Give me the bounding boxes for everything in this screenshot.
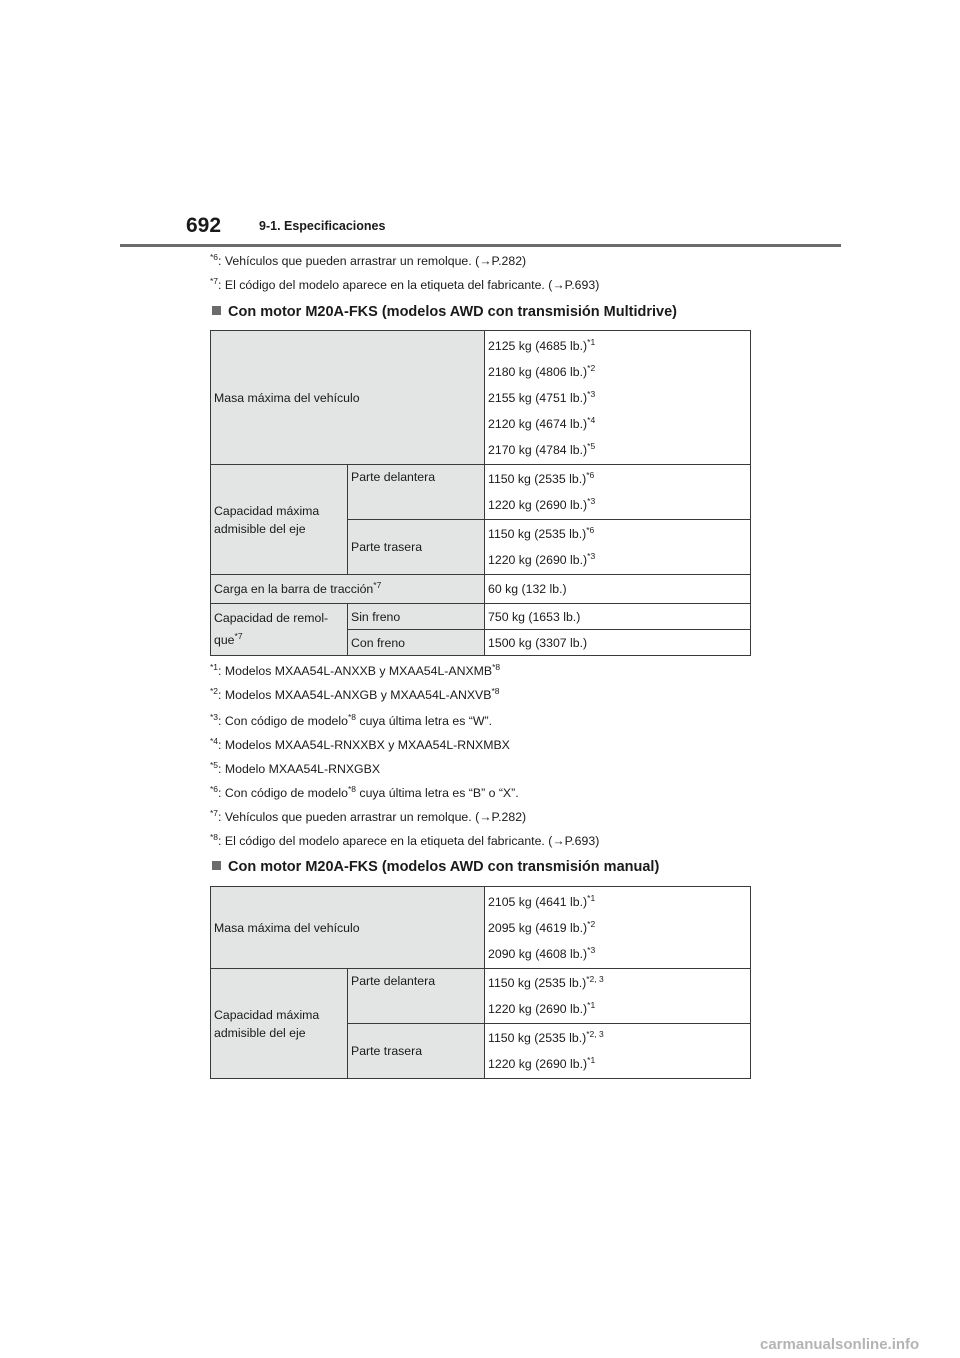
section-title: 9-1. Especificaciones	[259, 219, 386, 233]
square-bullet-icon	[212, 861, 221, 870]
no-brake-value: 750 kg (1653 lb.)	[485, 604, 751, 630]
front-axle-label: Parte delantera	[348, 969, 485, 1024]
footnote-4: $^{*4}$: Modelos MXAA54L-RNXXBX y MXAA54L-RNXMBX	[210, 736, 510, 752]
front-axle-values: 1150 kg (2535 lb.)$^{*2, 3}$ 1220 kg (2690 lb.)$^{*1}$	[485, 969, 751, 1024]
footnote-1: $^{*1}$: Modelos MXAA54L-ANXXB y MXAA54L-ANXMB$^{*8}$	[210, 662, 501, 678]
footnote-8: $^{*8}$: El código del modelo aparece en la etiqueta del fabricante. (→P.693)	[210, 832, 600, 848]
footnote-6-top: $^{*6}$: Vehículos que pueden arrastrar un remolque. (→P.282)	[210, 252, 527, 268]
trailer-capacity-label: Capacidad de remol- que$^{*7}$	[211, 604, 348, 656]
axle-capacity-label: Capacidad máxima admisible del eje	[211, 969, 348, 1079]
page-link[interactable]: P.282	[491, 254, 523, 268]
footnote-3: $^{*3}$: Con código de modelo$^{*8}$ cuya última letra es “W”.	[210, 712, 492, 728]
header-rule	[120, 244, 841, 247]
rear-axle-values: 1150 kg (2535 lb.)$^{*6}$ 1220 kg (2690 lb.)$^{*3}$	[485, 520, 751, 575]
rear-axle-values: 1150 kg (2535 lb.)$^{*2, 3}$ 1220 kg (2690 lb.)$^{*1}$	[485, 1024, 751, 1079]
max-mass-values: 2125 kg (4685 lb.)$^{*1}$ 2180 kg (4806 lb.)$^{*2}$ 2155 kg (4751 lb.)$^{*3}$ 2120 kg (4674 lb.)$^{*4}$ 2170 kg (4784 lb.)$^{*5}$	[485, 331, 751, 465]
section-heading-multidrive: Con motor M20A-FKS (modelos AWD con transmisión Multidrive)	[212, 304, 677, 320]
watermark: carmanualsonline.info	[760, 1336, 920, 1353]
page-link[interactable]: P.693	[564, 834, 596, 848]
brake-label: Con freno	[348, 630, 485, 656]
table-row	[211, 465, 751, 520]
spec-table-manual	[210, 886, 751, 1079]
table-row	[211, 331, 751, 465]
front-axle-label: Parte delantera	[348, 465, 485, 520]
section-heading-manual: Con motor M20A-FKS (modelos AWD con transmisión manual)	[212, 859, 659, 875]
table-row	[211, 575, 751, 604]
rear-axle-label: Parte trasera	[348, 520, 485, 575]
spec-table-multidrive	[210, 330, 751, 656]
front-axle-values: 1150 kg (2535 lb.)$^{*6}$ 1220 kg (2690 lb.)$^{*3}$	[485, 465, 751, 520]
max-mass-label: Masa máxima del vehículo	[211, 331, 485, 465]
footnote-5: $^{*5}$: Modelo MXAA54L-RNXGBX	[210, 760, 381, 776]
page-link[interactable]: P.693	[564, 278, 596, 292]
axle-capacity-label: Capacidad máxima admisible del eje	[211, 465, 348, 575]
rear-axle-label: Parte trasera	[348, 1024, 485, 1079]
footnote-7: $^{*7}$: Vehículos que pueden arrastrar un remolque. (→P.282)	[210, 808, 527, 824]
footnote-2: $^{*2}$: Modelos MXAA54L-ANXGB y MXAA54L-ANXVB$^{*8}$	[210, 686, 500, 702]
max-mass-values: 2105 kg (4641 lb.)$^{*1}$ 2095 kg (4619 lb.)$^{*2}$ 2090 kg (4608 lb.)$^{*3}$	[485, 887, 751, 969]
no-brake-label: Sin freno	[348, 604, 485, 630]
page-number: 692	[186, 214, 222, 237]
square-bullet-icon	[212, 306, 221, 315]
towbar-load-value: 60 kg (132 lb.)	[485, 575, 751, 604]
max-mass-label: Masa máxima del vehículo	[211, 887, 485, 969]
footnote-6: $^{*6}$: Con código de modelo$^{*8}$ cuya última letra es “B” o “X”.	[210, 784, 519, 800]
footnote-7-top: $^{*7}$: El código del modelo aparece en la etiqueta del fabricante. (→P.693)	[210, 276, 600, 292]
page-link[interactable]: P.282	[491, 810, 523, 824]
towbar-load-label: Carga en la barra de tracción$^{*7}$	[211, 575, 485, 604]
brake-value: 1500 kg (3307 lb.)	[485, 630, 751, 656]
table-row	[211, 604, 751, 630]
table-row	[211, 969, 751, 1024]
table-row	[211, 887, 751, 969]
